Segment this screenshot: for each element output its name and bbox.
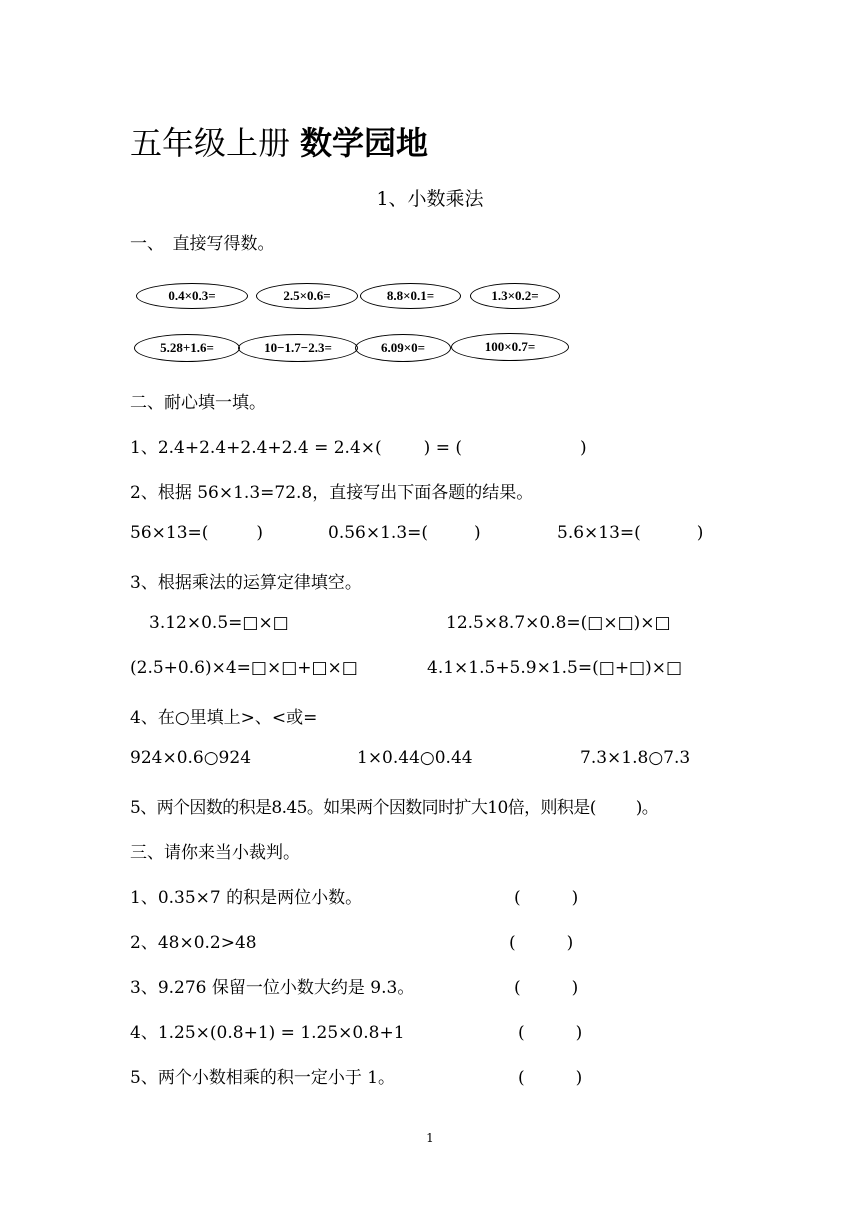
question-2-4: 4、在○里填上>、<或= bbox=[130, 708, 318, 728]
compare-item: 924×0.6○924 bbox=[130, 748, 252, 768]
judge-item: 2、48×0.2>48 bbox=[130, 933, 257, 953]
section2-heading: 二、耐心填一填。 bbox=[130, 393, 266, 413]
section3-heading: 三、请你来当小裁判。 bbox=[130, 843, 300, 863]
question-2-2: 2、根据 56×1.3=72.8，直接写出下面各题的结果。 bbox=[130, 483, 534, 503]
answer-blank: 56×13=( ) bbox=[130, 523, 264, 543]
oral-problem: 10−1.7−2.3= bbox=[238, 334, 358, 362]
compare-item: 1×0.44○0.44 bbox=[357, 748, 473, 768]
title-prefix: 五年级上册 bbox=[130, 124, 291, 162]
section1-heading: 一、 直接写得数。 bbox=[130, 234, 275, 254]
law-fill-item: (2.5+0.6)×4=□×□+□×□ bbox=[130, 658, 358, 678]
judge-paren: ( ) bbox=[509, 933, 574, 953]
page-title bbox=[130, 118, 428, 164]
page-number: 1 bbox=[426, 1131, 434, 1145]
question-2-5: 5、两个因数的积是8.45。如果两个因数同时扩大10倍，则积是( )。 bbox=[130, 798, 659, 818]
judge-item: 5、两个小数相乘的积一定小于 1。 bbox=[130, 1068, 396, 1088]
judge-item: 4、1.25×(0.8+1) = 1.25×0.8+1 bbox=[130, 1023, 405, 1043]
compare-item: 7.3×1.8○7.3 bbox=[580, 748, 691, 768]
oral-problem: 6.09×0= bbox=[355, 334, 451, 362]
oral-problem: 5.28+1.6= bbox=[134, 334, 240, 362]
law-fill-item: 3.12×0.5=□×□ bbox=[149, 613, 289, 633]
oral-problem: 100×0.7= bbox=[451, 333, 569, 361]
oral-problem: 2.5×0.6= bbox=[256, 283, 358, 309]
law-fill-item: 4.1×1.5+5.9×1.5=(□+□)×□ bbox=[427, 658, 683, 678]
oral-problem: 1.3×0.2= bbox=[470, 283, 560, 309]
judge-item: 3、9.276 保留一位小数大约是 9.3。 bbox=[130, 978, 415, 998]
question-2-3: 3、根据乘法的运算定律填空。 bbox=[130, 573, 362, 593]
title-bold: 数学园地 bbox=[300, 124, 429, 162]
judge-paren: ( ) bbox=[518, 1068, 583, 1088]
oral-problem: 0.4×0.3= bbox=[136, 283, 248, 309]
judge-item: 1、0.35×7 的积是两位小数。 bbox=[130, 888, 363, 908]
subtitle: 1、小数乘法 bbox=[376, 188, 484, 210]
question-2-1: 1、2.4+2.4+2.4+2.4 = 2.4×( ) = ( ) bbox=[130, 438, 587, 458]
judge-paren: ( ) bbox=[514, 978, 579, 998]
answer-blank: 0.56×1.3=( ) bbox=[328, 523, 481, 543]
judge-paren: ( ) bbox=[518, 1023, 583, 1043]
oral-problem: 8.8×0.1= bbox=[360, 283, 461, 309]
law-fill-item: 12.5×8.7×0.8=(□×□)×□ bbox=[446, 613, 671, 633]
answer-blank: 5.6×13=( ) bbox=[557, 523, 704, 543]
judge-paren: ( ) bbox=[514, 888, 579, 908]
